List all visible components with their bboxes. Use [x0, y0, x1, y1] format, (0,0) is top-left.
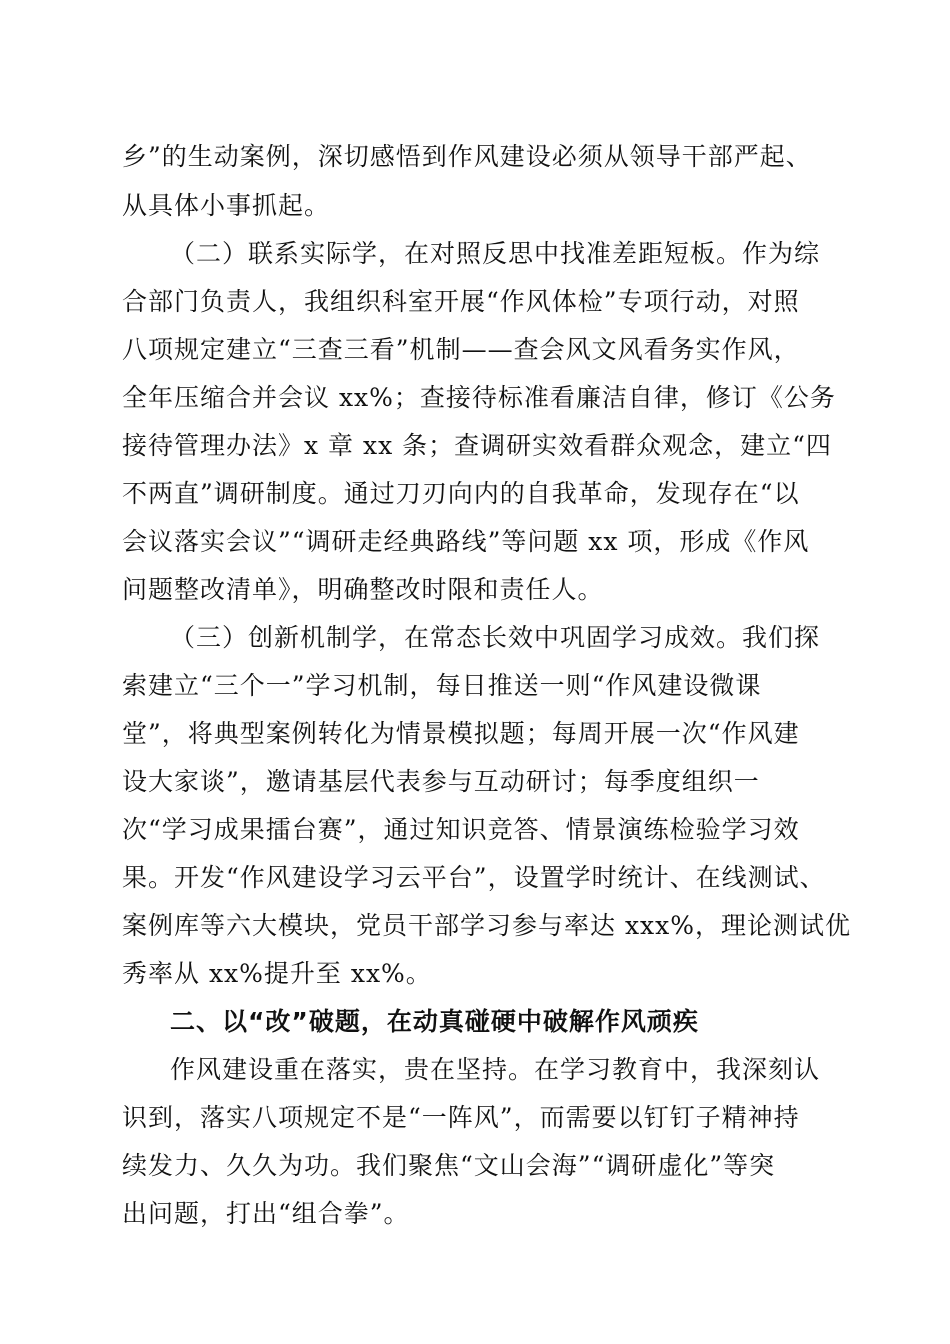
text-line: 问题整改清单》，明确整改时限和责任人。 [122, 575, 604, 604]
text-line: 从具体小事抓起。 [122, 191, 331, 220]
text-line: 出问题，打出“组合拳”。 [122, 1199, 410, 1228]
text-line: 合部门负责人，我组织科室开展“作风体检”专项行动，对照 [122, 287, 800, 316]
text-line: 索建立“三个一”学习机制，每日推送一则“作风建设微课 [122, 671, 762, 700]
text-line: （三）创新机制学，在常态长效中巩固学习成效。我们探 [170, 623, 821, 652]
text-line: 次“学习成果擂台赛”，通过知识竞答、情景演练检验学习效 [122, 815, 800, 844]
text-line: 接待管理办法》x 章 xx 条；查调研实效看群众观念，建立“四 [122, 431, 832, 460]
text-line: 秀率从 xx%提升至 xx%。 [122, 959, 432, 988]
text-line: 识到，落实八项规定不是“一阵风”，而需要以钉钉子精神持 [122, 1103, 800, 1132]
text-line: （二）联系实际学，在对照反思中找准差距短板。作为综 [170, 239, 821, 268]
text-line: 会议落实会议”“调研走经典路线”等问题 xx 项，形成《作风 [122, 527, 810, 556]
text-line: 案例库等六大模块，党员干部学习参与率达 xxx%，理论测试优 [122, 911, 852, 940]
text-line: 续发力、久久为功。我们聚焦“文山会海”“调研虚化”等突 [122, 1151, 776, 1180]
text-line: 作风建设重在落实，贵在坚持。在学习教育中，我深刻认 [170, 1055, 821, 1084]
text-line: 乡”的生动案例，深切感悟到作风建设必须从领导干部严起、 [122, 142, 812, 171]
section-heading: 二、以“改”破题，在动真碰硬中破解作风顽疾 [170, 1007, 699, 1036]
text-line: 设大家谈”，邀请基层代表参与互动研讨；每季度组织一 [122, 767, 760, 796]
text-line: 果。开发“作风建设学习云平台”，设置学时统计、在线测试、 [122, 863, 826, 892]
text-line: 堂”，将典型案例转化为情景模拟题；每周开展一次“作风建 [122, 719, 800, 748]
text-line: 全年压缩合并会议 xx%；查接待标准看廉洁自律，修订《公务 [122, 383, 836, 412]
text-line: 不两直”调研制度。通过刀刃向内的自我革命，发现存在“以 [122, 479, 800, 508]
text-line: 八项规定建立“三查三看”机制——查会风文风看务实作风， [122, 335, 800, 364]
